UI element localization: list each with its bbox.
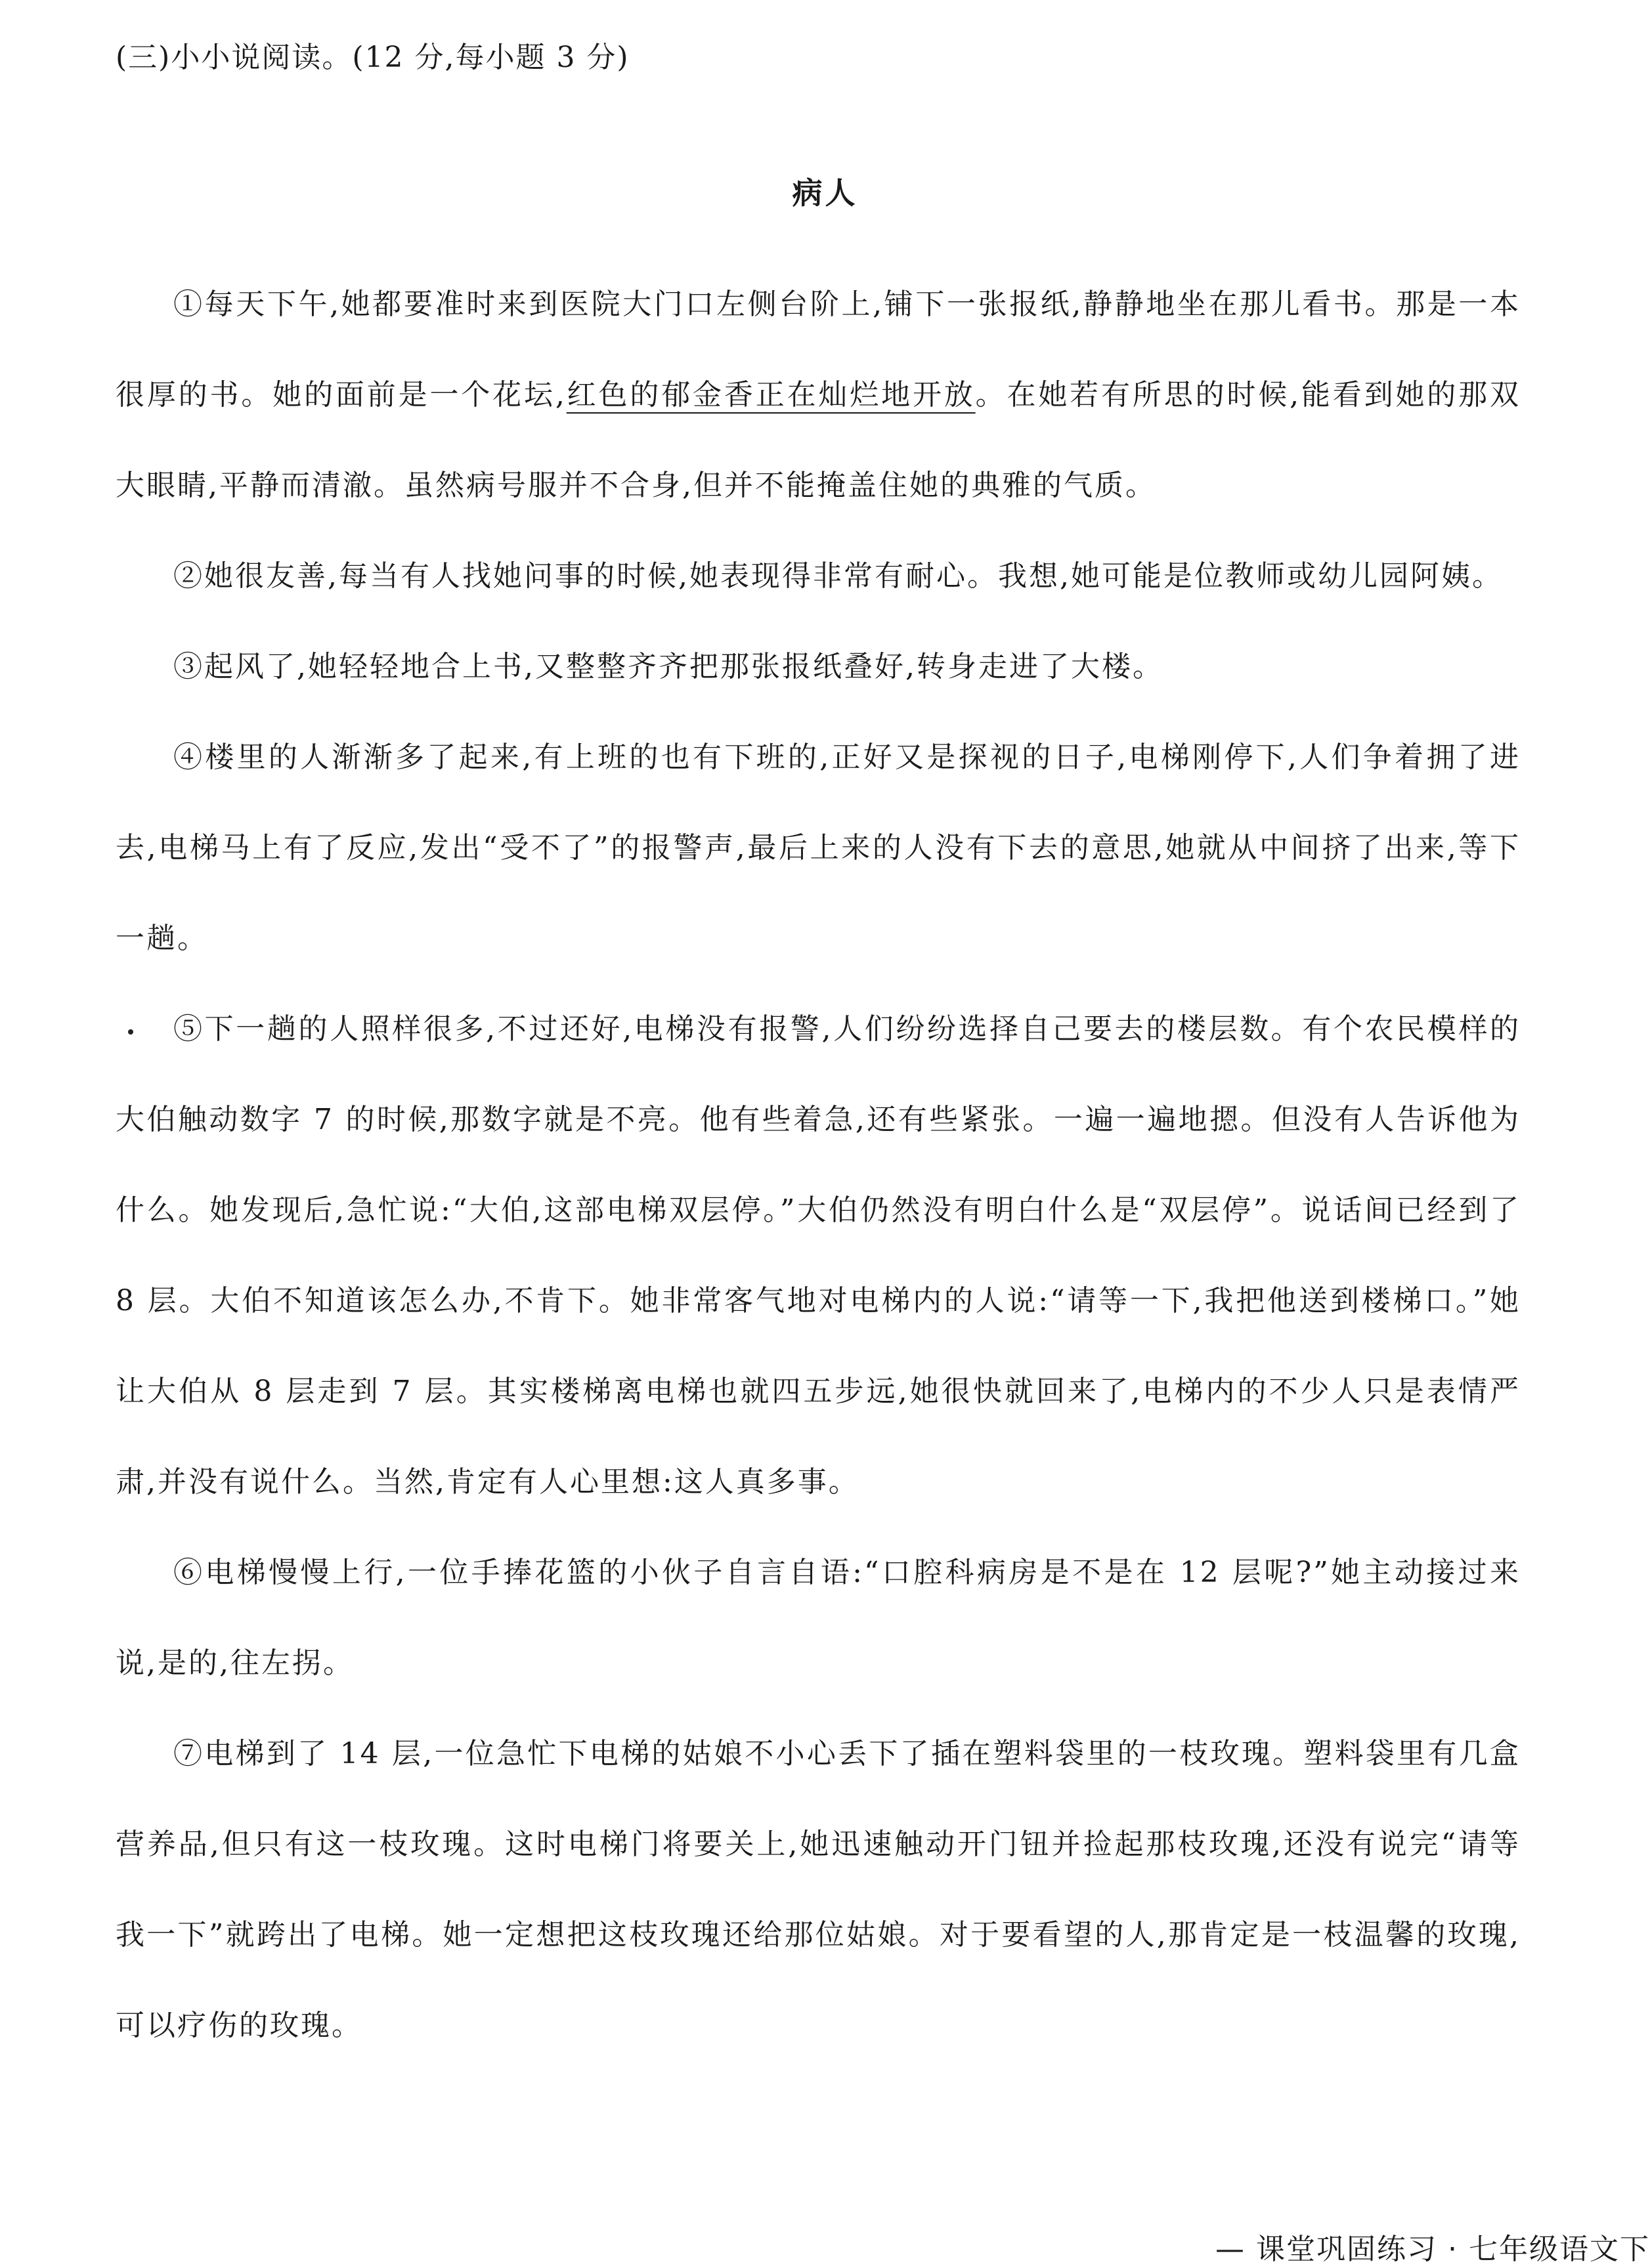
paragraph-5: ⑤下一趟的人照样很多,不过还好,电梯没有报警,人们纷纷选择自己要去的楼层数。有个农民模样的大伯触动数字 7 的时候,那数字就是不亮。他有些着急,还有些紧张。一遍一遍地摁。但没有人告诉他为什么。她发现后,急忙说:“大伯,这部电梯双层停。”大伯仍然没有明白什么是“双层停”。说话间已经到了 8 层。大伯不知道该怎么办,不肯下。她非常客气地对电梯内的人说:“请等一下,我把他送到楼梯口。”她让大伯从 8 层走到 7 层。其实楼梯离电梯也就四五步远,她很快就回来了,电梯内的不少人只是表情严肃,并没有说什么。当然,肯定有人心里想:这人真多事。 bbox=[116, 1012, 1521, 1499]
paragraph-2: ②她很友善,每当有人找她问事的时候,她表现得非常有耐心。我想,她可能是位教师或幼儿园阿姨。 bbox=[173, 559, 1503, 593]
paragraph-1 bbox=[116, 259, 1521, 531]
paragraph-3: ③起风了,她轻轻地合上书,又整整齐齐把那张报纸叠好,转身走进了大楼。 bbox=[173, 650, 1163, 683]
article-title: 病人 bbox=[792, 175, 858, 211]
emphasis-dot-mark bbox=[128, 1029, 133, 1035]
paragraph-4: ④楼里的人渐渐多了起来,有上班的也有下班的,正好又是探视的日子,电梯刚停下,人们争着拥了进去,电梯马上有了反应,发出“受不了”的报警声,最后上来的人没有下去的意思,她就从中间挤了出来,等下一趟。 bbox=[116, 740, 1521, 955]
paragraph-1-text-b: 。在她若有所思的时候,能看到她的那双大眼睛,平静而清澈。虽然病号服并不合身,但并不能掩盖住她的典雅的气质。 bbox=[116, 378, 1521, 502]
section-heading: (三)小小说阅读。(12 分,每小题 3 分) bbox=[116, 41, 630, 74]
page-footer: — 课堂巩固练习 · 七年级语文下 bbox=[1215, 2233, 1650, 2266]
underlined-phrase: 红色的郁金香正在灿烂地开放 bbox=[566, 378, 976, 412]
paragraph-7: ⑦电梯到了 14 层,一位急忙下电梯的姑娘不小心丢下了插在塑料袋里的一枝玫瑰。塑料袋里有几盒营养品,但只有这一枝玫瑰。这时电梯门将要关上,她迅速触动开门钮并捡起那枝玫瑰,还没有说完“请等我一下”就跨出了电梯。她一定想把这枝玫瑰还给那位姑娘。对于要看望的人,那肯定是一枝温馨的玫瑰,可以疗伤的玫瑰。 bbox=[116, 1737, 1521, 2042]
article-body bbox=[116, 259, 1521, 2071]
paragraph-1-text-a: ①每天下午,她都要准时来到医院大门口左侧台阶上,铺下一张报纸,静静地坐在那儿看书。那是一本很厚的书。她的面前是一个花坛, bbox=[116, 288, 1521, 412]
paragraph-6: ⑥电梯慢慢上行,一位手捧花篮的小伙子自言自语:“口腔科病房是不是在 12 层呢?”她主动接过来说,是的,往左拐。 bbox=[116, 1556, 1521, 1680]
